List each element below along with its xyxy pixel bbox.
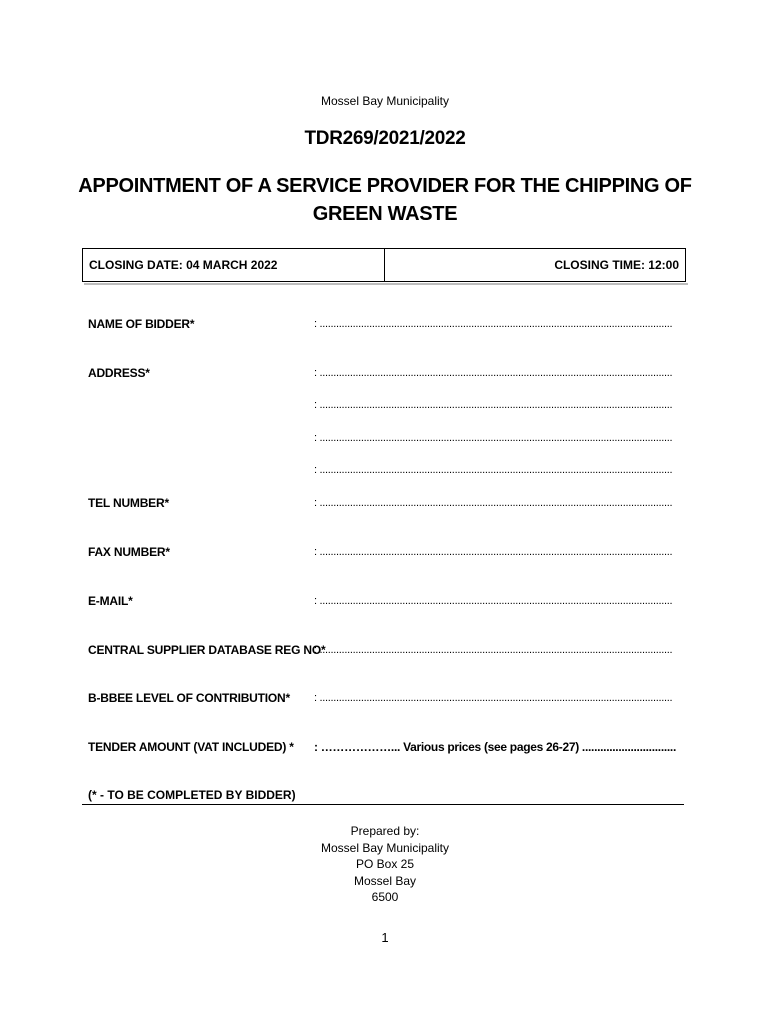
email-label: E-MAIL* — [88, 594, 133, 608]
municipality-heading: Mossel Bay Municipality — [320, 94, 450, 108]
prepared-by-po-box: PO Box 25 — [355, 857, 415, 871]
prepared-by-block — [0, 823, 770, 906]
name-of-bidder-label: NAME OF BIDDER* — [88, 317, 195, 331]
tender-reference: TDR269/2021/2022 — [304, 128, 466, 149]
table-shadow — [84, 283, 688, 285]
address-field-line-3[interactable]: : ................................................................................................................................ — [314, 432, 673, 444]
address-field-line-4[interactable]: : ................................................................................................................................ — [314, 464, 673, 476]
prepared-by-postal-code: 6500 — [371, 890, 399, 904]
page-number: 1 — [381, 930, 389, 945]
prepared-by-name: Mossel Bay Municipality — [320, 840, 450, 855]
closing-info-table — [82, 248, 686, 282]
tel-number-label: TEL NUMBER* — [88, 496, 169, 510]
address-field-line-2[interactable]: : ................................................................................................................................ — [314, 399, 673, 411]
fax-number-field[interactable]: : ................................................................................................................................ — [314, 546, 673, 558]
email-field[interactable]: : ................................................................................................................................ — [314, 595, 673, 607]
address-label: ADDRESS* — [88, 366, 150, 380]
closing-time: CLOSING TIME: 12:00 — [554, 258, 679, 272]
tel-number-field[interactable]: : ................................................................................................................................ — [314, 497, 673, 509]
tender-amount-value: : ………………... Various prices (see pages 26-27) ............................... — [314, 740, 676, 754]
name-of-bidder-field[interactable]: : ................................................................................................................................ — [314, 318, 673, 330]
divider-line — [82, 804, 684, 805]
tender-amount-label: TENDER AMOUNT (VAT INCLUDED) * — [88, 740, 294, 754]
address-field-line-1[interactable]: : ................................................................................................................................ — [314, 367, 673, 379]
title-line-1: APPOINTMENT OF A SERVICE PROVIDER FOR THE CHIPPING OF — [78, 175, 692, 197]
fax-number-label: FAX NUMBER* — [88, 545, 170, 559]
document-title — [0, 172, 770, 228]
prepared-by-town: Mossel Bay — [353, 873, 417, 888]
closing-date: CLOSING DATE: 04 MARCH 2022 — [83, 249, 385, 281]
bbbee-level-field[interactable]: : ................................................................................................................................ — [314, 692, 673, 704]
title-line-2: GREEN WASTE — [312, 203, 458, 225]
bidder-completion-note: (* - TO BE COMPLETED BY BIDDER) — [88, 788, 296, 802]
bbbee-level-label: B-BBEE LEVEL OF CONTRIBUTION* — [88, 691, 290, 705]
csd-reg-label: CENTRAL SUPPLIER DATABASE REG NO* — [88, 643, 326, 657]
csd-reg-field[interactable]: : ................................................................................................................................ — [314, 644, 673, 656]
prepared-by-label: Prepared by: — [350, 824, 420, 838]
